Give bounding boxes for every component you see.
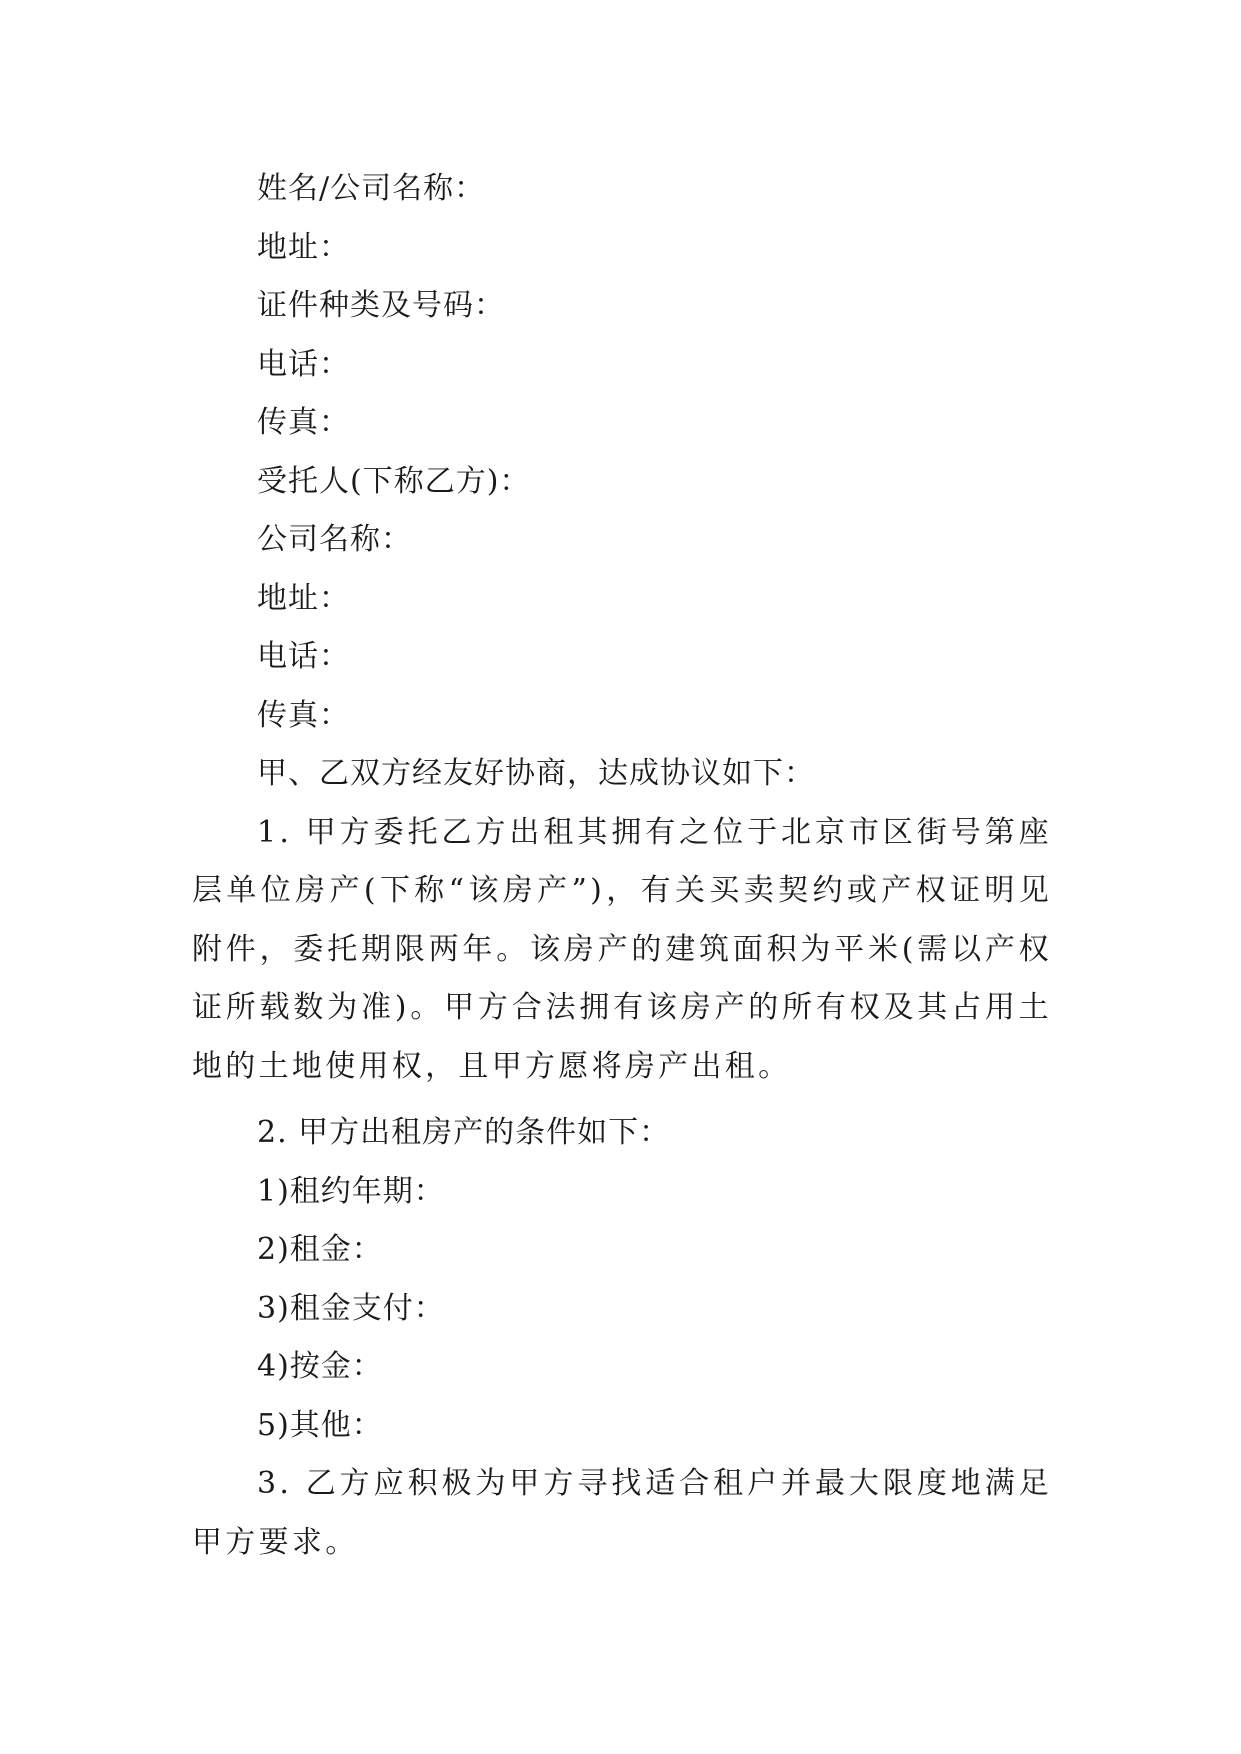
clause-2-item-lease-term: 1)租约年期： bbox=[257, 1173, 445, 1209]
field-phone-b: 电话： bbox=[257, 639, 350, 674]
party-b-heading: 受托人(下称乙方)： bbox=[257, 463, 531, 499]
clause-2-item-deposit: 4)按金： bbox=[257, 1349, 383, 1384]
agreement-intro: 甲、乙双方经友好协商，达成协议如下： bbox=[257, 756, 815, 791]
field-address: 地址： bbox=[257, 229, 350, 265]
field-fax: 传真： bbox=[257, 405, 350, 440]
clause-2-item-other: 5)其他： bbox=[257, 1407, 383, 1443]
document-body bbox=[192, 160, 1052, 1572]
clause-1: 1. 甲方委托乙方出租其拥有之位于北京市区街号第座层单位房产(下称“该房产”)，有关买卖契约或产权证明见附件，委托期限两年。该房产的建筑面积为平米(需以产权证所载数为准)。甲方合法拥有该房产的所有权及其占用土地的土地使用权，且甲方愿将房产出租。 bbox=[192, 814, 1052, 1084]
clause-2-intro: 2. 甲方出租房产的条件如下： bbox=[257, 1115, 671, 1150]
field-fax-b: 传真： bbox=[257, 697, 350, 733]
field-address-b: 地址： bbox=[257, 580, 350, 616]
field-id-type-number: 证件种类及号码： bbox=[257, 288, 505, 323]
clause-2-item-rent: 2)租金： bbox=[257, 1232, 383, 1267]
clause-3: 3. 乙方应积极为甲方寻找适合租户并最大限度地满足甲方要求。 bbox=[192, 1466, 1052, 1560]
field-name-company: 姓名/公司名称： bbox=[257, 171, 486, 206]
field-phone: 电话： bbox=[257, 346, 350, 382]
field-company-name: 公司名称： bbox=[257, 522, 412, 557]
clause-2-item-rent-payment: 3)租金支付： bbox=[257, 1290, 445, 1326]
